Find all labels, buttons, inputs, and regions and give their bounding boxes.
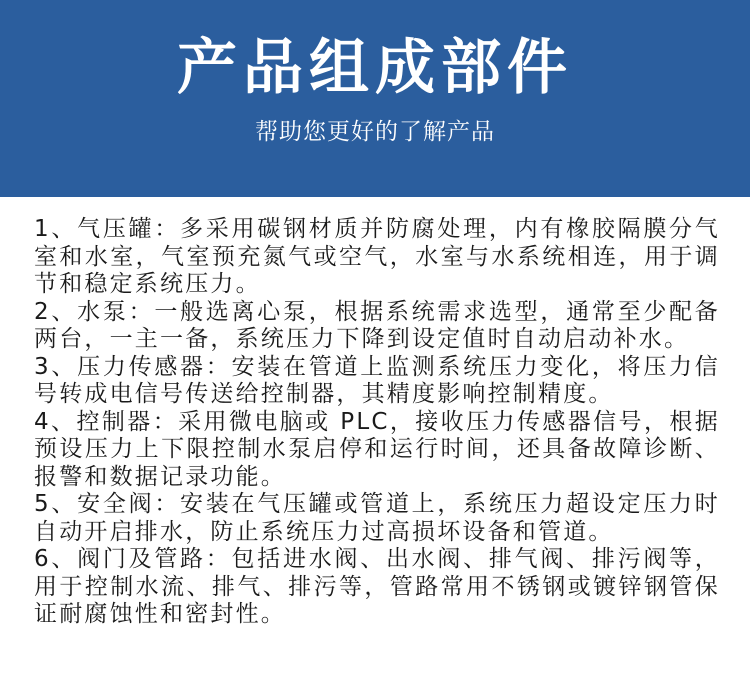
component-item-valves-piping: 6、阀门及管路：包括进水阀、出水阀、排气阀、排污阀等，用于控制水流、排气、排污等，管路常用不锈钢或镀锌钢管保证耐腐蚀性和密封性。 [34, 546, 720, 627]
component-list [34, 216, 720, 629]
component-item-water-pump: 2、水泵：一般选离心泵，根据系统需求选型，通常至少配备两台，一主一备，系统压力下降到设定值时自动启动补水。 [34, 298, 720, 352]
component-item-controller: 4、控制器：采用微电脑或 PLC，接收压力传感器信号，根据预设压力上下限控制水泵启停和运行时间，还具备故障诊断、报警和数据记录功能。 [34, 408, 720, 490]
header-banner [0, 0, 750, 197]
component-item-pressure-tank: 1、气压罐：多采用碳钢材质并防腐处理，内有橡胶隔膜分气室和水室，气室预充氮气或空气，水室与水系统相连，用于调节和稳定系统压力。 [34, 216, 720, 297]
component-item-pressure-sensor: 3、压力传感器：安装在管道上监测系统压力变化，将压力信号转成电信号传送给控制器，其精度影响控制精度。 [34, 353, 720, 407]
page-subtitle: 帮助您更好的了解产品 [255, 119, 495, 145]
component-item-safety-valve: 5、安全阀：安装在气压罐或管道上，系统压力超设定压力时自动开启排水，防止系统压力过高损坏设备和管道。 [34, 491, 720, 545]
page-title: 产品组成部件 [177, 33, 573, 103]
